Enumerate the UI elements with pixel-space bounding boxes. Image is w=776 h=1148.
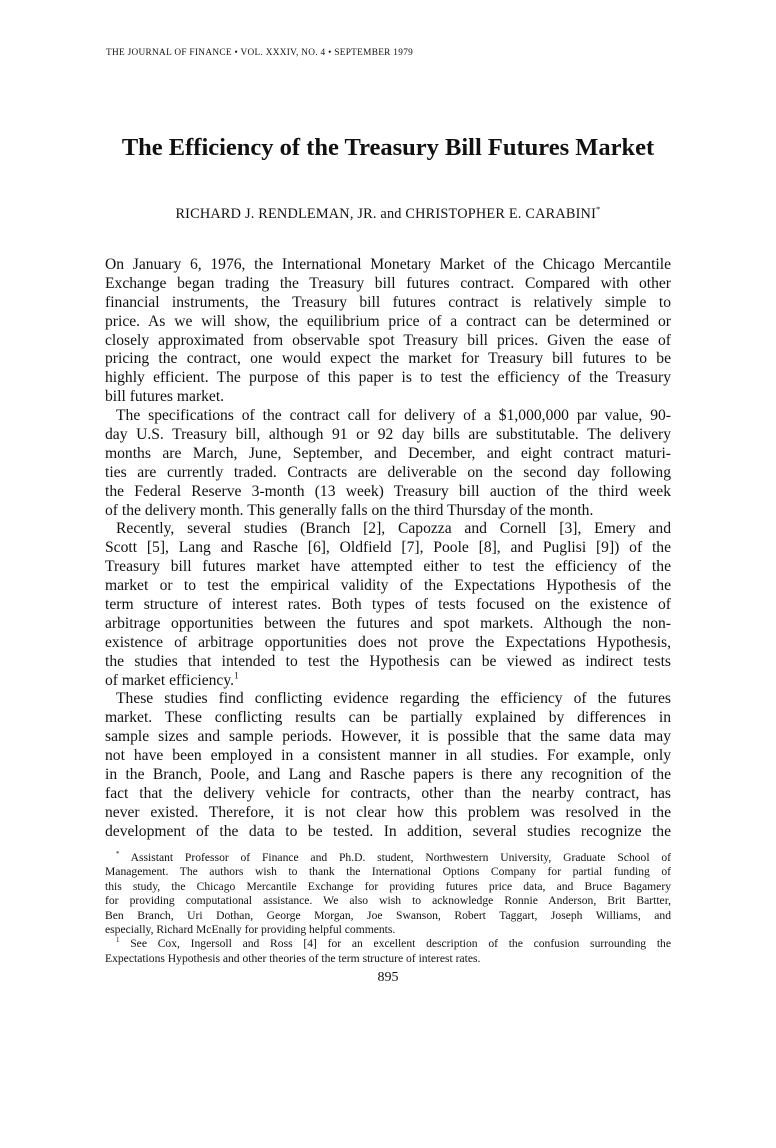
paragraph-line <box>105 445 671 464</box>
paragraph-line <box>105 823 671 842</box>
line-text: never existed. Therefore, it is not clear how this problem was resolved in the <box>105 803 671 821</box>
line-text: Recently, several studies (Branch [2], Capozza and Cornell [3], Emery and <box>116 520 671 538</box>
paragraph-line <box>105 558 671 577</box>
line-text: highly efficient. The purpose of this paper is to test the efficiency of the Treasury <box>105 369 671 387</box>
line-text: Scott [5], Lang and Rasche [6], Oldfield [7], Poole [8], and Puglisi [9]) of the <box>105 539 671 557</box>
paragraph-line <box>105 577 671 596</box>
paragraph-line <box>105 388 671 407</box>
line-text: The specifications of the contract call for delivery of a $1,000,000 par value, 90- <box>116 407 671 425</box>
line-text: market. These conflicting results can be partially explained by differences in <box>105 709 671 727</box>
footnotes <box>105 851 671 966</box>
footnote-line <box>105 894 671 908</box>
line-text: term structure of interest rates. Both types of tests focused on the existence of <box>105 596 671 614</box>
footnote-marker: * <box>116 850 120 859</box>
line-text: market or to test the empirical validity of the Expectations Hypothesis of the <box>105 577 671 595</box>
footnote-marker: 1 <box>116 936 120 945</box>
line-text: bill futures market. <box>105 388 225 406</box>
paragraph-line <box>105 539 671 558</box>
line-text: ties are currently traded. Contracts are deliverable on the second day following <box>105 463 671 481</box>
paragraph-line <box>105 766 671 785</box>
footnote-line <box>105 851 671 865</box>
line-text: sample sizes and sample periods. However, it is possible that the same data may <box>105 728 671 746</box>
paragraph-line <box>105 728 671 747</box>
paragraph-line <box>105 407 671 426</box>
line-text: of the delivery month. This generally falls on the third Thursday of the month. <box>105 501 594 519</box>
line-text: closely approximated from observable spot Treasury bill prices. Given the ease of <box>105 331 671 349</box>
paragraph-line <box>105 502 671 521</box>
line-text: the Federal Reserve 3-month (13 week) Treasury bill auction of the third week <box>105 482 671 500</box>
line-text: of market efficiency. <box>105 671 235 689</box>
line-text: On January 6, 1976, the International Monetary Market of the Chicago Mercantile <box>105 256 671 273</box>
line-text: Exchange began trading the Treasury bill futures contract. Compared with other <box>105 274 671 292</box>
footnote-text: Expectations Hypothesis and other theories of the term structure of interest rates. <box>105 951 481 965</box>
paragraph-line <box>105 313 671 332</box>
journal-header: THE JOURNAL OF FINANCE • VOL. XXXIV, NO. 4 • SEPTEMBER 1979 <box>106 48 414 58</box>
footnote-line <box>105 937 671 951</box>
line-text: arbitrage opportunities between the futures and spot markets. Although the non- <box>105 614 671 632</box>
line-text: months are March, June, September, and December, and eight contract maturi- <box>105 444 671 462</box>
line-text: These studies find conflicting evidence regarding the efficiency of the futures <box>116 690 671 708</box>
line-text: pricing the contract, one would expect the market for Treasury bill futures to be <box>105 350 671 368</box>
line-text: financial instruments, the Treasury bill futures contract is relatively simple to <box>105 293 671 311</box>
paragraph-line <box>105 672 671 691</box>
footnote-text: for providing computational assistance. We also wish to acknowledge Ronnie Anderson, Brit Bartter, <box>105 894 671 908</box>
footnote-line <box>105 880 671 894</box>
paragraph-line <box>105 332 671 351</box>
footnote-text: See Cox, Ingersoll and Ross [4] for an excellent description of the confusion surrounding the <box>130 937 671 951</box>
paragraph-line <box>105 596 671 615</box>
line-text: the studies that intended to test the Hypothesis can be viewed as indirect tests <box>105 652 671 670</box>
paragraph-line <box>105 483 671 502</box>
paragraph-line <box>105 804 671 823</box>
line-text: not have been employed in a consistent manner in all studies. For example, only <box>105 747 671 765</box>
page-number: 895 <box>377 970 399 985</box>
line-text: development of the data to be tested. In addition, several studies recognize the <box>105 822 671 840</box>
authors <box>0 206 776 223</box>
paper-title: The Efficiency of the Treasury Bill Futures Market <box>121 134 655 161</box>
line-text: fact that the delivery vehicle for contracts, other than the nearby contract, has <box>105 784 671 802</box>
line-text: day U.S. Treasury bill, although 91 or 92 day bills are substitutable. The delivery <box>105 426 671 444</box>
footnote-line <box>105 923 671 937</box>
paragraph-line <box>105 464 671 483</box>
paragraph-line <box>105 294 671 313</box>
paragraph-line <box>105 256 671 275</box>
paragraph-line <box>105 350 671 369</box>
paragraph-line <box>105 653 671 672</box>
paragraph-line <box>105 634 671 653</box>
paragraph-line <box>105 709 671 728</box>
footnote-text: Management. The authors wish to thank the International Options Company for partial funding of <box>105 865 671 879</box>
line-text: in the Branch, Poole, and Lang and Rasche papers is there any recognition of the <box>105 766 671 784</box>
footnote-text: especially, Richard McEnally for providing helpful comments. <box>105 922 396 936</box>
footnote-line <box>105 952 671 966</box>
footnote-line <box>105 865 671 879</box>
paragraph-line <box>105 520 671 539</box>
body-text <box>105 256 671 842</box>
line-text: price. As we will show, the equilibrium price of a contract can be determined or <box>105 312 671 330</box>
paragraph-line <box>105 747 671 766</box>
paragraph-line <box>105 369 671 388</box>
paragraph-line <box>105 426 671 445</box>
line-text: existence of arbitrage opportunities does not prove the Expectations Hypothesis, <box>105 633 671 651</box>
paragraph-line <box>105 785 671 804</box>
footnote-text: Ben Branch, Uri Dothan, George Morgan, Joe Swanson, Robert Taggart, Joseph Williams, and <box>105 908 671 922</box>
footnote-text: Assistant Professor of Finance and Ph.D. student, Northwestern University, Graduate School of <box>130 851 671 864</box>
footnote-line <box>105 909 671 923</box>
author-footnote-marker: * <box>596 204 601 214</box>
paragraph-line <box>105 690 671 709</box>
author-names: RICHARD J. RENDLEMAN, JR. and CHRISTOPHER E. CARABINI <box>175 206 597 222</box>
footnote-text: this study, the Chicago Mercantile Exchange for providing futures price data, and Bruce Bagamery <box>105 879 671 893</box>
paragraph-line <box>105 275 671 294</box>
line-text: Treasury bill futures market have attempted either to test the efficiency of the <box>105 558 671 576</box>
footnote-reference[interactable]: 1 <box>234 671 239 682</box>
paragraph-line <box>105 615 671 634</box>
